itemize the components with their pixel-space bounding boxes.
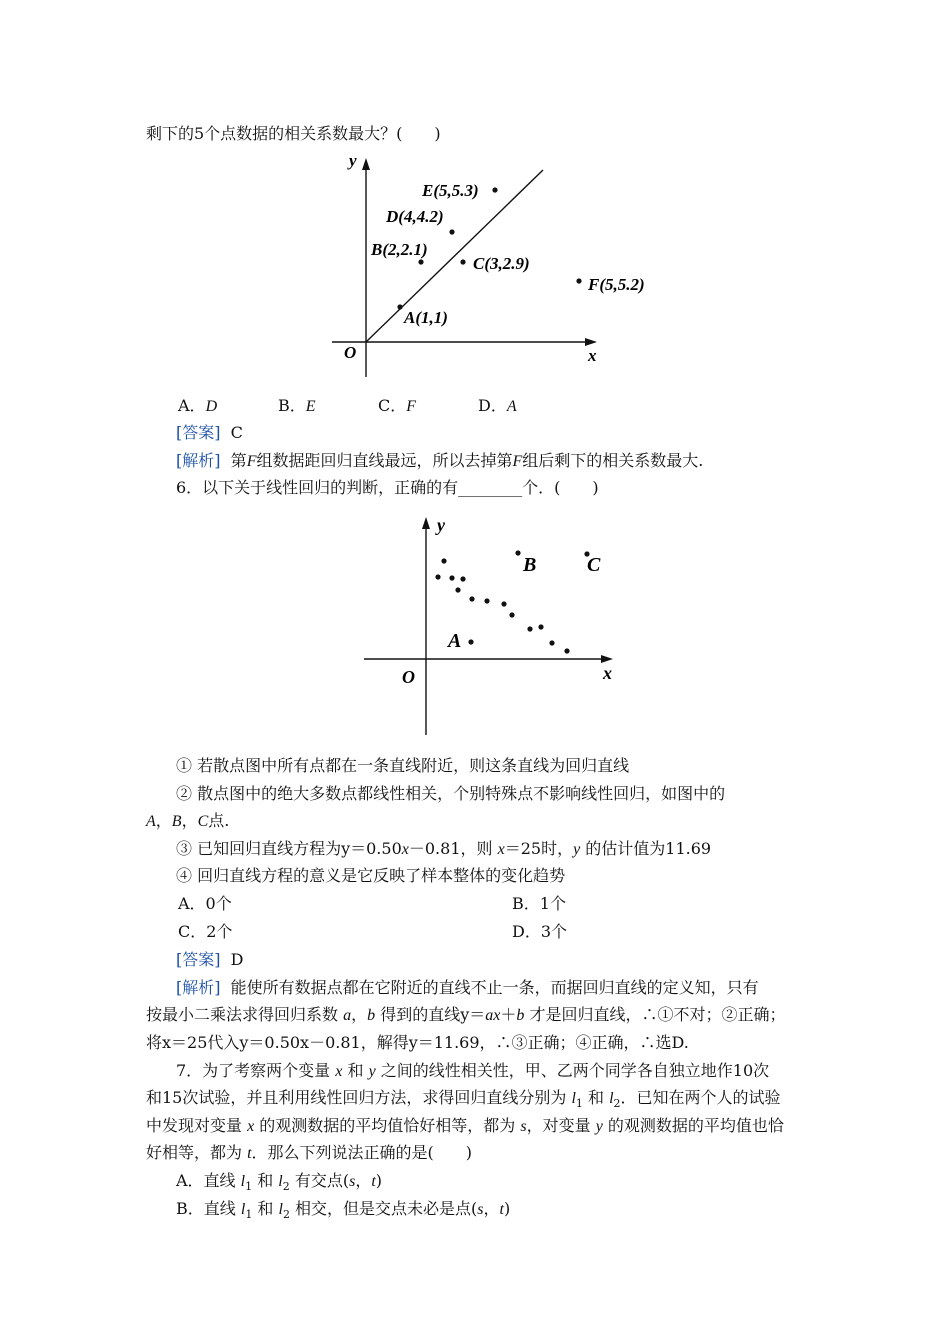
q6-point xyxy=(509,612,514,617)
q5-answer: [答案] C xyxy=(176,423,243,442)
q6-point xyxy=(501,601,506,606)
q6-point xyxy=(549,640,554,645)
q6-statement-3: ③ 已知回归直线方程为y＝0.50x－0.81，则 x＝25时，y 的估计值为11.69 xyxy=(176,839,712,858)
q6-origin-label: O xyxy=(402,667,415,687)
q5-label-b: B(2,2.1) xyxy=(371,240,428,259)
q6-point xyxy=(460,576,465,581)
q7-option-b: B．直线 $l_1$ 和 $l_2$ 相交，但是交点未必是点(s，t) xyxy=(176,1199,511,1222)
q5-origin-label: O xyxy=(344,343,357,362)
q6-analysis-line-1: [解析] 能使所有数据点都在它附近的直线不止一条，而据回归直线的定义知，只有 xyxy=(176,978,759,997)
q5-option-b: B．E xyxy=(278,396,316,415)
q6-point xyxy=(455,587,460,592)
q5-label-f: F(5,5.2) xyxy=(588,275,645,294)
q7-stem-line-4: 好相等，都为 t．那么下列说法正确的是( ) xyxy=(146,1143,473,1162)
q7-stem-line-1: 7．为了考察两个变量 x 和 y 之间的线性相关性，甲、乙两个同学各自独立地作10次 xyxy=(176,1061,770,1080)
q5-point-c xyxy=(460,259,465,264)
q5-stem: 剩下的5个点数据的相关系数最大？( ) xyxy=(146,124,441,143)
q6-stem: 6．以下关于线性回归的判断，正确的有________个．( ) xyxy=(176,478,599,497)
q6-statement-4: ④ 回归直线方程的意义是它反映了样本整体的变化趋势 xyxy=(176,866,566,885)
q6-label-a: A xyxy=(448,630,462,652)
q6-option-b: B．1个 xyxy=(512,894,566,913)
q5-label-c: C(3,2.9) xyxy=(473,254,530,273)
q5-label-d: D(4,4.2) xyxy=(386,207,444,226)
q7-option-a: A．直线 $l_1$ 和 $l_2$ 有交点(s，t) xyxy=(176,1171,383,1194)
q6-y-label: y xyxy=(437,515,445,535)
q5-label-a: A(1,1) xyxy=(404,308,448,327)
q6-scatter-figure xyxy=(0,505,950,745)
q6-point xyxy=(449,575,454,580)
q6-point-b xyxy=(515,550,520,555)
q6-analysis-line-3: 将x＝25代入y＝0.50x－0.81，解得y＝11.69，∴③正确；④正确，∴选D. xyxy=(146,1033,689,1052)
q6-point-a xyxy=(468,639,473,644)
q7-stem-line-2: 和15次试验，并且利用线性回归方法，求得回归直线分别为 $l_1$ 和 $l_2$．已知在两个人的试验 xyxy=(146,1088,781,1111)
q6-x-label: x xyxy=(603,663,612,683)
q5-point-b xyxy=(418,259,423,264)
q6-point xyxy=(484,598,489,603)
q5-y-label: y xyxy=(349,151,357,170)
q6-option-a: A．0个 xyxy=(178,894,232,913)
q6-point xyxy=(469,596,474,601)
q6-label-b: B xyxy=(523,554,537,576)
q5-analysis: [解析] 第F组数据距回归直线最远，所以去掉第F组后剩下的相关系数最大. xyxy=(176,451,704,470)
q6-option-c: C．2个 xyxy=(178,922,233,941)
q6-answer: [答案] D xyxy=(176,950,244,969)
q5-option-a: A．D xyxy=(178,396,218,415)
q6-option-d: D．3个 xyxy=(512,922,568,941)
q5-point-f xyxy=(576,278,581,283)
q6-label-c: C xyxy=(587,554,601,576)
q7-stem-line-3: 中发现对变量 x 的观测数据的平均值恰好相等，都为 s，对变量 y 的观测数据的平均值也恰 xyxy=(146,1116,784,1135)
q5-point-e xyxy=(492,187,497,192)
q5-option-d: D．A xyxy=(478,396,517,415)
q6-point xyxy=(527,626,532,631)
q6-statement-2: ② 散点图中的绝大多数点都线性相关，个别特殊点不影响线性回归，如图中的 xyxy=(176,784,726,803)
q6-statement-1: ① 若散点图中所有点都在一条直线附近，则这条直线为回归直线 xyxy=(176,756,630,775)
q6-point xyxy=(435,574,440,579)
q5-point-a xyxy=(397,304,402,309)
q5-point-d xyxy=(449,229,454,234)
q5-label-e: E(5,5.3) xyxy=(422,181,479,200)
q6-analysis-line-2: 按最小二乘法求得回归系数 a，b 得到的直线y＝ax＋b 才是回归直线，∴①不对；②正确； xyxy=(146,1005,786,1024)
q6-point xyxy=(441,558,446,563)
q5-x-label: x xyxy=(588,346,597,365)
q6-point xyxy=(564,648,569,653)
q6-statement-2-cont: A，B，C点. xyxy=(146,811,230,830)
q6-point xyxy=(538,624,543,629)
q5-option-c: C．F xyxy=(378,396,417,415)
